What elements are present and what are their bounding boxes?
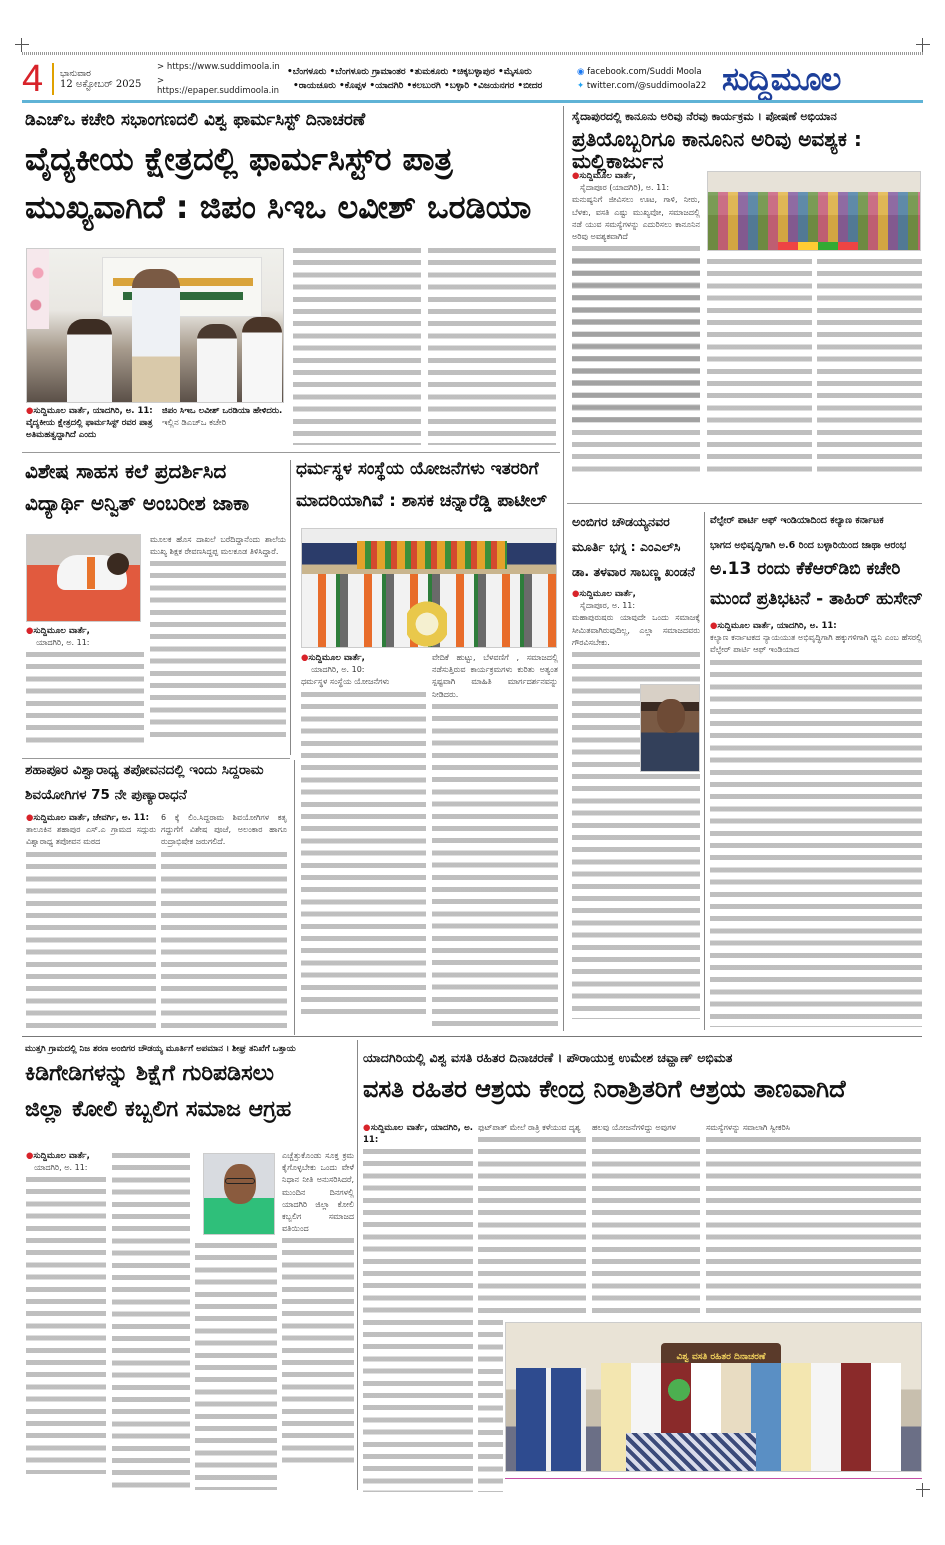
pharmacist-headline-2: ಮುಖ್ಯವಾಗಿದೆ : ಜಿಪಂ ಸಿಇಒ ಲವೀಶ್ ಒರಡಿಯಾ bbox=[25, 188, 532, 226]
bullet-icon: ● bbox=[572, 171, 580, 181]
bullet-icon: ● bbox=[363, 1123, 371, 1133]
dharmasthala-event-photo bbox=[301, 528, 557, 648]
student-body-col-2: ಮೂಲಕ ಹೊಸ ದಾಖಲೆ ಬರೆದಿದ್ದಾನೆಂದು ಶಾಲೆಯ ಮುಖ್ಯ ಶಿಕ್ಷಕ ರೇವಣಸಿದ್ದಪ್ಪ ಮಲಕೂಡ ತಿಳಿಸಿದ್ದಾರೆ. bbox=[150, 534, 286, 754]
weekday: ಭಾನುವಾರ bbox=[60, 68, 91, 79]
mlc-portrait bbox=[640, 684, 700, 772]
koli-body-col-3: ಎಚ್ಚೆತ್ತುಕೊಂಡು ಸೂಕ್ತ ಕ್ರಮ ಕೈಗೊಳ್ಳಬೇಕು ಒಂದು ವೇಳೆ ನಿಧಾನ ನೀತಿ ಅನುಸರಿಸಿದರೆ, ಮುಂದಿನ ದಿನಗಳಲ್ಲಿ ಯಾದಗಿರಿ ಜಿಲ್ಲಾ ಕೋಲಿ ಕಬ್ಬಲಿಗ ಸಮಾಜದ ವತಿಯಿಂದ bbox=[282, 1150, 354, 1490]
kkrdb-headline-2: ಮುಂದೆ ಪ್ರತಿಭಟನೆ - ತಾಹಿರ್ ಹುಸೇನ್ bbox=[710, 589, 923, 609]
bullet-icon: ● bbox=[26, 626, 34, 636]
dharmasthala-headline-2: ಮಾದರಿಯಾಗಿವೆ : ಶಾಸಕ ಚನ್ನಾರೆಡ್ಡಿ ಪಾಟೀಲ್ bbox=[296, 491, 547, 511]
crop-mark-bottom-right bbox=[916, 1483, 930, 1497]
lamp-lighting-flowers bbox=[407, 599, 447, 648]
story-divider-ambigara bbox=[704, 512, 705, 1030]
bullet-icon: ● bbox=[710, 621, 718, 631]
twitter-link[interactable]: ✦ twitter.com/@suddimoola22 bbox=[577, 81, 707, 91]
masthead-rule bbox=[22, 100, 923, 103]
pharmacist-dateline: ●ಸುದ್ದಿಮೂಲ ವಾರ್ತೆ, ಯಾದಗಿರಿ, ಅ. 11: bbox=[26, 406, 153, 416]
homeless-body-col-1: ●ಸುದ್ದಿಮೂಲ ವಾರ್ತೆ, ಯಾದಗಿರಿ, ಅ. 11: bbox=[363, 1122, 473, 1492]
pharmacist-event-photo bbox=[26, 248, 284, 403]
portrait-glasses bbox=[225, 1178, 255, 1184]
flower-decoration bbox=[27, 249, 49, 329]
koli-body-col-2b bbox=[195, 1240, 277, 1490]
facebook-link[interactable]: ◉ facebook.com/Suddi Moola bbox=[577, 67, 702, 77]
pharmacist-body-col-2 bbox=[428, 245, 556, 445]
dharmasthala-body-col-2: ವೇದಿಕೆ ಹುಟ್ಟು, ಬೆಳವಣಿಗೆ , ಸಮಾಜದಲ್ಲಿ ನಡೆಸುತ್ತಿರುವ ಕಾರ್ಯಕ್ರಮಗಳು ಕುರಿತು ಅತ್ಯಂತ ಸ್ಪಷ್ಟವಾಗಿ ಮಾಹಿತಿ ಮಾರ್ಗದರ್ಶನವನ್ನು ನೀಡಿದರು. bbox=[432, 652, 558, 1032]
homeless-headline: ವಸತಿ ರಹಿತರ ಆಶ್ರಯ ಕೇಂದ್ರ ನಿರಾಶ್ರಿತರಿಗೆ ಆಶ್ರಯ ತಾಣವಾಗಿದೆ bbox=[363, 1075, 846, 1103]
dharmasthala-body-col-1: ●ಸುದ್ದಿಮೂಲ ವಾರ್ತೆ, ಯಾದಗಿರಿ, ಅ. 10: ಧರ್ಮಸ್ಥಳ ಸಂಸ್ಥೆಯ ಯೋಜನೆಗಳು bbox=[301, 652, 426, 1032]
student-head bbox=[107, 553, 129, 575]
story-divider-koli bbox=[357, 1040, 358, 1490]
epaper-link[interactable]: > https://epaper.suddimoola.in bbox=[157, 76, 280, 96]
student-karate-photo bbox=[26, 534, 141, 622]
homeless-kicker: ಯಾದಗಿರಿಯಲ್ಲಿ ವಿಶ್ವ ವಸತಿ ರಹಿತರ ದಿನಾಚರಣೆ । ಪೌರಾಯುಕ್ತ ಉಮೇಶ ಚವ್ಹಾಣ್ ಅಭಿಮತ bbox=[363, 1050, 733, 1065]
kkrdb-kicker-2: ಭಾಗದ ಅಭಿವೃದ್ಧಿಗಾಗಿ ಅ.6 ರಿಂದ ಬಳ್ಳಾರಿಯಿಂದ ಜಾಥಾ ಆರಂಭ bbox=[710, 540, 907, 551]
kkrdb-kicker-1: ವೆಲ್ಫೇರ್ ಪಾರ್ಟಿ ಆಫ್ ಇಂಡಿಯಾದಿಂದ ಕಲ್ಯಾಣ ಕರ್ನಾಟಕ bbox=[710, 515, 884, 526]
koli-body-col-2 bbox=[112, 1150, 190, 1490]
legal-kicker: ಸೈದಾಪುರದಲ್ಲಿ ಕಾನೂನು ಅರಿವು ನೆರವು ಕಾರ್ಯಕ್ರಮ । ಪೋಷಣೆ ಅಭಿಯಾನ bbox=[572, 110, 837, 123]
speaker-figure bbox=[132, 269, 180, 403]
legal-headline: ಪ್ರತಿಯೊಬ್ಬರಿಗೂ ಕಾನೂನಿನ ಅರಿವು ಅವಶ್ಯಕ : ಮಲ್ಲಿಕಾರ್ಜುನ bbox=[572, 127, 862, 174]
column-divider-right bbox=[563, 106, 564, 1031]
legal-intro-col: ●ಸುದ್ದಿಮೂಲ ವಾರ್ತೆ, ಸೈದಾಪೂರ (ಯಾದಗಿರಿ), ಅ. 11: ಮನುಷ್ಯನಿಗೆ ಜೀವಿಸಲು ಊಟ, ಗಾಳಿ, ನೀರು, ಬೆಳಕು, ವಸತಿ ಎಷ್ಟು ಮುಖ್ಯವೋ, ಸಮಾಜದಲ್ಲಿ ನಡೆ ಯುವ ಸಮಸ್ಯೆಗಳನ್ನು ಎದುರಿಸಲು ಕಾನೂನಿನ ಅರಿವು ಅವಶ್ಯಕವಾಗಿದೆ bbox=[572, 170, 700, 470]
pharmacist-kicker: ಡಿಎಚ್‌ಒ ಕಚೇರಿ ಸಭಾಂಗಣದಲಿ ವಿಶ್ವ ಫಾರ್ಮಸಿಸ್ಟ್ ದಿನಾಚರಣೆ bbox=[25, 110, 366, 130]
cities-row-2: •ರಾಯಚೂರು •ಕೊಪ್ಪಳ •ಯಾದಗಿರಿ •ಕಲಬುರಗಿ •ಬಳ್ಳಾರಿ •ವಿಜಯನಗರ •ಬೀದರ bbox=[293, 81, 543, 91]
top-dotted-rule bbox=[22, 52, 923, 55]
ambigara-body: ●ಸುದ್ದಿಮೂಲ ವಾರ್ತೆ, ಸೈದಾಪೂರ, ಅ. 11: ಮಹಾಪುರುಷರು ಯಾವುದೇ ಒಂದು ಸಮಾಜಕ್ಕೆ ಸೀಮಿತವಾಗಿರುವುದಿಲ್ಲ, ಎಲ್ಲಾ ಸಮಾಜದವರು ಗೌರವಿಸಬೇಕು. bbox=[572, 588, 700, 1028]
pharmacist-lead-continued: ಜಿಪಂ ಸಿಇಒ ಲವೀಶ್ ಒರಡಿಯಾ ಹೇಳಿದರು. ಇಲ್ಲಿನ ಡಿಎಚ್‌ಒ ಕಚೇರಿ bbox=[162, 406, 283, 428]
koli-headline-1: ಕಿಡಿಗೇಡಿಗಳನ್ನು ಶಿಕ್ಷೆಗೆ ಗುರಿಪಡಿಸಲು bbox=[25, 1061, 274, 1086]
bullet-icon: ● bbox=[301, 653, 309, 663]
masthead bbox=[22, 60, 923, 98]
homeless-day-event-photo bbox=[505, 1322, 922, 1472]
page-number: 4 bbox=[22, 58, 44, 100]
pharmacist-body-col-1 bbox=[293, 245, 421, 445]
website-link[interactable]: > https://www.suddimoola.in bbox=[157, 62, 280, 72]
rangoli bbox=[778, 242, 858, 251]
shahapur-headline-1: ಶಹಾಪೂರ ವಿಶ್ವಾರಾಧ್ಯ ತಪೋವನದಲ್ಲಿ ಇಂದು ಸಿದ್ದರಾಮ bbox=[25, 762, 264, 778]
legal-body-col-2 bbox=[707, 256, 812, 478]
homeless-body-col-3: ಹಲವು ಯೋಜನೆಗಳಿದ್ದು ಅವುಗಳ bbox=[592, 1122, 700, 1317]
legal-body-col-3 bbox=[817, 256, 922, 478]
koli-body-col-1: ●ಸುದ್ದಿಮೂಲ ವಾರ್ತೆ, ಯಾದಗಿರಿ, ಅ. 11: bbox=[26, 1150, 106, 1490]
social-links bbox=[577, 67, 722, 91]
kkrdb-body: ●ಸುದ್ದಿಮೂಲ ವಾರ್ತೆ, ಯಾದಗಿರಿ, ಅ. 11: ಕಲ್ಯಾಣ ಕರ್ನಾಟಕದ ನ್ಯಾಯಯುತ ಅಭಿವೃದ್ಧಿಗಾಗಿ ಹಕ್ಕುಗಳಿಗಾಗಿ ಧ್ವನಿ ಎಂಬ ಹೆಸರಲ್ಲಿ ವೆಲ್ಫೇರ್ ಪಾರ್ಟಿ ಆಫ್ ಇಂಡಿಯಾದ bbox=[710, 620, 922, 1030]
student-headline-2: ವಿದ್ಯಾರ್ಥಿ ಅನ್ವಿತ್ ಅಂಬರೀಶ ಜಾಕಾ bbox=[25, 491, 250, 515]
floral-garland-backdrop bbox=[357, 541, 507, 569]
shahapur-body-col-1: ●ಸುದ್ದಿಮೂಲ ವಾರ್ತೆ, ಜೇವರ್ಗಿ, ಅ. 11: ತಾಲೂಕಿನ ಶಹಾಪುರ ಎಸ್.ಎ ಗ್ರಾಮದ ಸದ್ಗುರು ವಿಶ್ವಾರಾಧ್ಯ ತಪೋವನ ಮಠದ bbox=[26, 812, 156, 1034]
staff-women-sarees bbox=[516, 1368, 586, 1472]
seated-guest-right-1 bbox=[197, 324, 237, 403]
story-divider-shahapur bbox=[294, 760, 295, 1035]
ambigara-headline-1: ಅಂಬಿಗರ ಚೌಡಯ್ಯನವರ bbox=[572, 514, 670, 529]
twitter-icon: ✦ bbox=[577, 81, 585, 91]
homeless-body-col-2: ಫುಟ್‌ಪಾತ್ ಮೇಲೆ ರಾತ್ರಿ ಕಳೆಯುವ ದೃಶ್ಯ bbox=[478, 1122, 586, 1317]
newspaper-logo: ಸುದ್ದಿಮೂಲ bbox=[722, 60, 841, 98]
crop-mark-top-right bbox=[916, 38, 930, 52]
homeless-body-col-4: ಸಮಸ್ಯೆಗಳನ್ನು ಸವಾಲಾಗಿ ಸ್ವೀಕರಿಸಿ bbox=[706, 1122, 921, 1317]
homeless-body-col-2b bbox=[478, 1317, 503, 1492]
pharmacist-bottom-rule bbox=[22, 452, 560, 453]
edition-cities bbox=[287, 67, 577, 91]
shahapur-body-col-2: 6 ಕ್ಕೆ ಲಿಂ.ಸಿದ್ದರಾಮ ಶಿವಯೋಗಿಗಳ ಕತೃ ಗದ್ದುಗೆಗೆ ವಿಶೇಷ ಪೂಜೆ, ಅಲಂಕಾರ ಹಾಗೂ ರುದ್ರಾಭಿಷೇಕ ಜರುಗಲಿದೆ. bbox=[161, 812, 287, 1034]
student-headline-1: ವಿಶೇಷ ಸಾಹಸ ಕಲೆ ಪ್ರದರ್ಶಿಸಿದ bbox=[25, 459, 227, 483]
legal-group-photo bbox=[707, 171, 921, 251]
student-place-col: ●ಸುದ್ದಿಮೂಲ ವಾರ್ತೆ, ಯಾದಗಿರಿ, ಅ. 11: bbox=[26, 625, 144, 755]
story-divider-student bbox=[290, 460, 291, 755]
ambigara-headline-2: ಮೂರ್ತಿ ಭಗ್ನ : ಎಂಎಲ್‌ಸಿ bbox=[572, 539, 681, 554]
table-cloth bbox=[626, 1433, 756, 1472]
student-bottom-rule bbox=[22, 758, 290, 759]
kkrdb-headline-1: ಅ.13 ರಂದು ಕೆಕೆಆರ್‌ಡಿಬಿ ಕಚೇರಿ bbox=[710, 559, 901, 579]
event-banner: ವಿಶ್ವ ವಸತಿ ರಹಿತರ ದಿನಾಚರಣೆ bbox=[661, 1343, 781, 1371]
pharmacist-lead: ವೈದ್ಯಕೀಯ ಕ್ಷೇತ್ರದಲ್ಲಿ ಫಾರ್ಮಸಿಸ್ಟ್ ರವರ ಪಾತ್ರ ಅತಿಮಹತ್ವದ್ದಾಗಿದೆ ಎಂದು bbox=[26, 418, 153, 440]
legal-bottom-rule bbox=[567, 503, 922, 504]
portrait-face bbox=[224, 1164, 256, 1204]
koli-headline-2: ಜಿಲ್ಲಾ ಕೋಲಿ ಕಬ್ಬಲಿಗ ಸಮಾಜ ಆಗ್ರಹ bbox=[25, 1097, 292, 1122]
seated-guest-right-2 bbox=[242, 317, 282, 403]
karate-belt bbox=[87, 557, 95, 589]
legal-body-start: ಮನುಷ್ಯನಿಗೆ ಜೀವಿಸಲು ಊಟ, ಗಾಳಿ, ನೀರು, ಬೆಳಕು, ವಸತಿ ಎಷ್ಟು ಮುಖ್ಯವೋ, ಸಮಾಜದಲ್ಲಿ ನಡೆ ಯುವ ಸಮಸ್ಯೆಗಳನ್ನು ಎದುರಿಸಲು ಕಾನೂನಿನ ಅರಿವು ಅವಶ್ಯಕವಾಗಿದೆ bbox=[572, 195, 700, 242]
shahapur-headline-2: ಶಿವಯೋಗಿಗಳ 75 ನೇ ಪುಣ್ಯಾರಾಧನೆ bbox=[25, 787, 187, 803]
homeless-bottom-rule bbox=[505, 1478, 922, 1479]
bullet-icon: ● bbox=[572, 589, 580, 599]
pharmacist-photo-caption bbox=[26, 405, 156, 441]
date-box bbox=[52, 63, 157, 95]
issue-date: 12 ಅಕ್ಟೋಬರ್ 2025 bbox=[60, 78, 142, 90]
plant-gift bbox=[666, 1375, 692, 1405]
ambigara-headline-3: ಡಾ. ತಳವಾರ ಸಾಬಣ್ಣ ಖಂಡನೆ bbox=[572, 564, 695, 579]
event-banner bbox=[102, 257, 262, 317]
pharmacist-headline-1: ವೈದ್ಯಕೀಯ ಕ್ಷೇತ್ರದಲ್ಲಿ ಫಾರ್ಮಸಿಸ್ಟ್‌ರ ಪಾತ್ರ bbox=[25, 140, 453, 178]
portrait-face bbox=[657, 699, 685, 733]
cities-row-1: •ಬೆಂಗಳೂರು •ಬೆಂಗಳೂರು ಗ್ರಾಮಾಂತರ •ತುಮಕೂರು •ಚಿಕ್ಕಬಳ್ಳಾಪುರ •ಮೈಸೂರು bbox=[287, 67, 532, 77]
legal-body-col-1b bbox=[572, 256, 700, 478]
lower-section-rule bbox=[22, 1036, 922, 1037]
dharmasthala-headline-1: ಧರ್ಮಸ್ಥಳ ಸಂಸ್ಥೆಯ ಯೋಜನೆಗಳು ಇತರರಿಗೆ bbox=[296, 459, 539, 479]
seated-guest-left bbox=[67, 319, 112, 403]
bullet-icon: ● bbox=[26, 813, 34, 823]
website-links bbox=[157, 62, 287, 96]
bullet-icon: ● bbox=[26, 1151, 34, 1161]
facebook-icon: ◉ bbox=[577, 67, 585, 77]
koli-kicker: ಮುತ್ತಗಿ ಗ್ರಾಮದಲ್ಲಿ ನಿಜ ಶರಣ ಅಂಬಿಗರ ಚೌಡಯ್ಯ ಮೂರ್ತಿಗೆ ಅಪಮಾನ । ಶೀಘ್ರ ತನಿಖೆಗೆ ಒತ್ತಾಯ bbox=[25, 1044, 296, 1054]
crop-mark-top-left bbox=[15, 38, 29, 52]
koli-leader-portrait bbox=[203, 1153, 275, 1235]
